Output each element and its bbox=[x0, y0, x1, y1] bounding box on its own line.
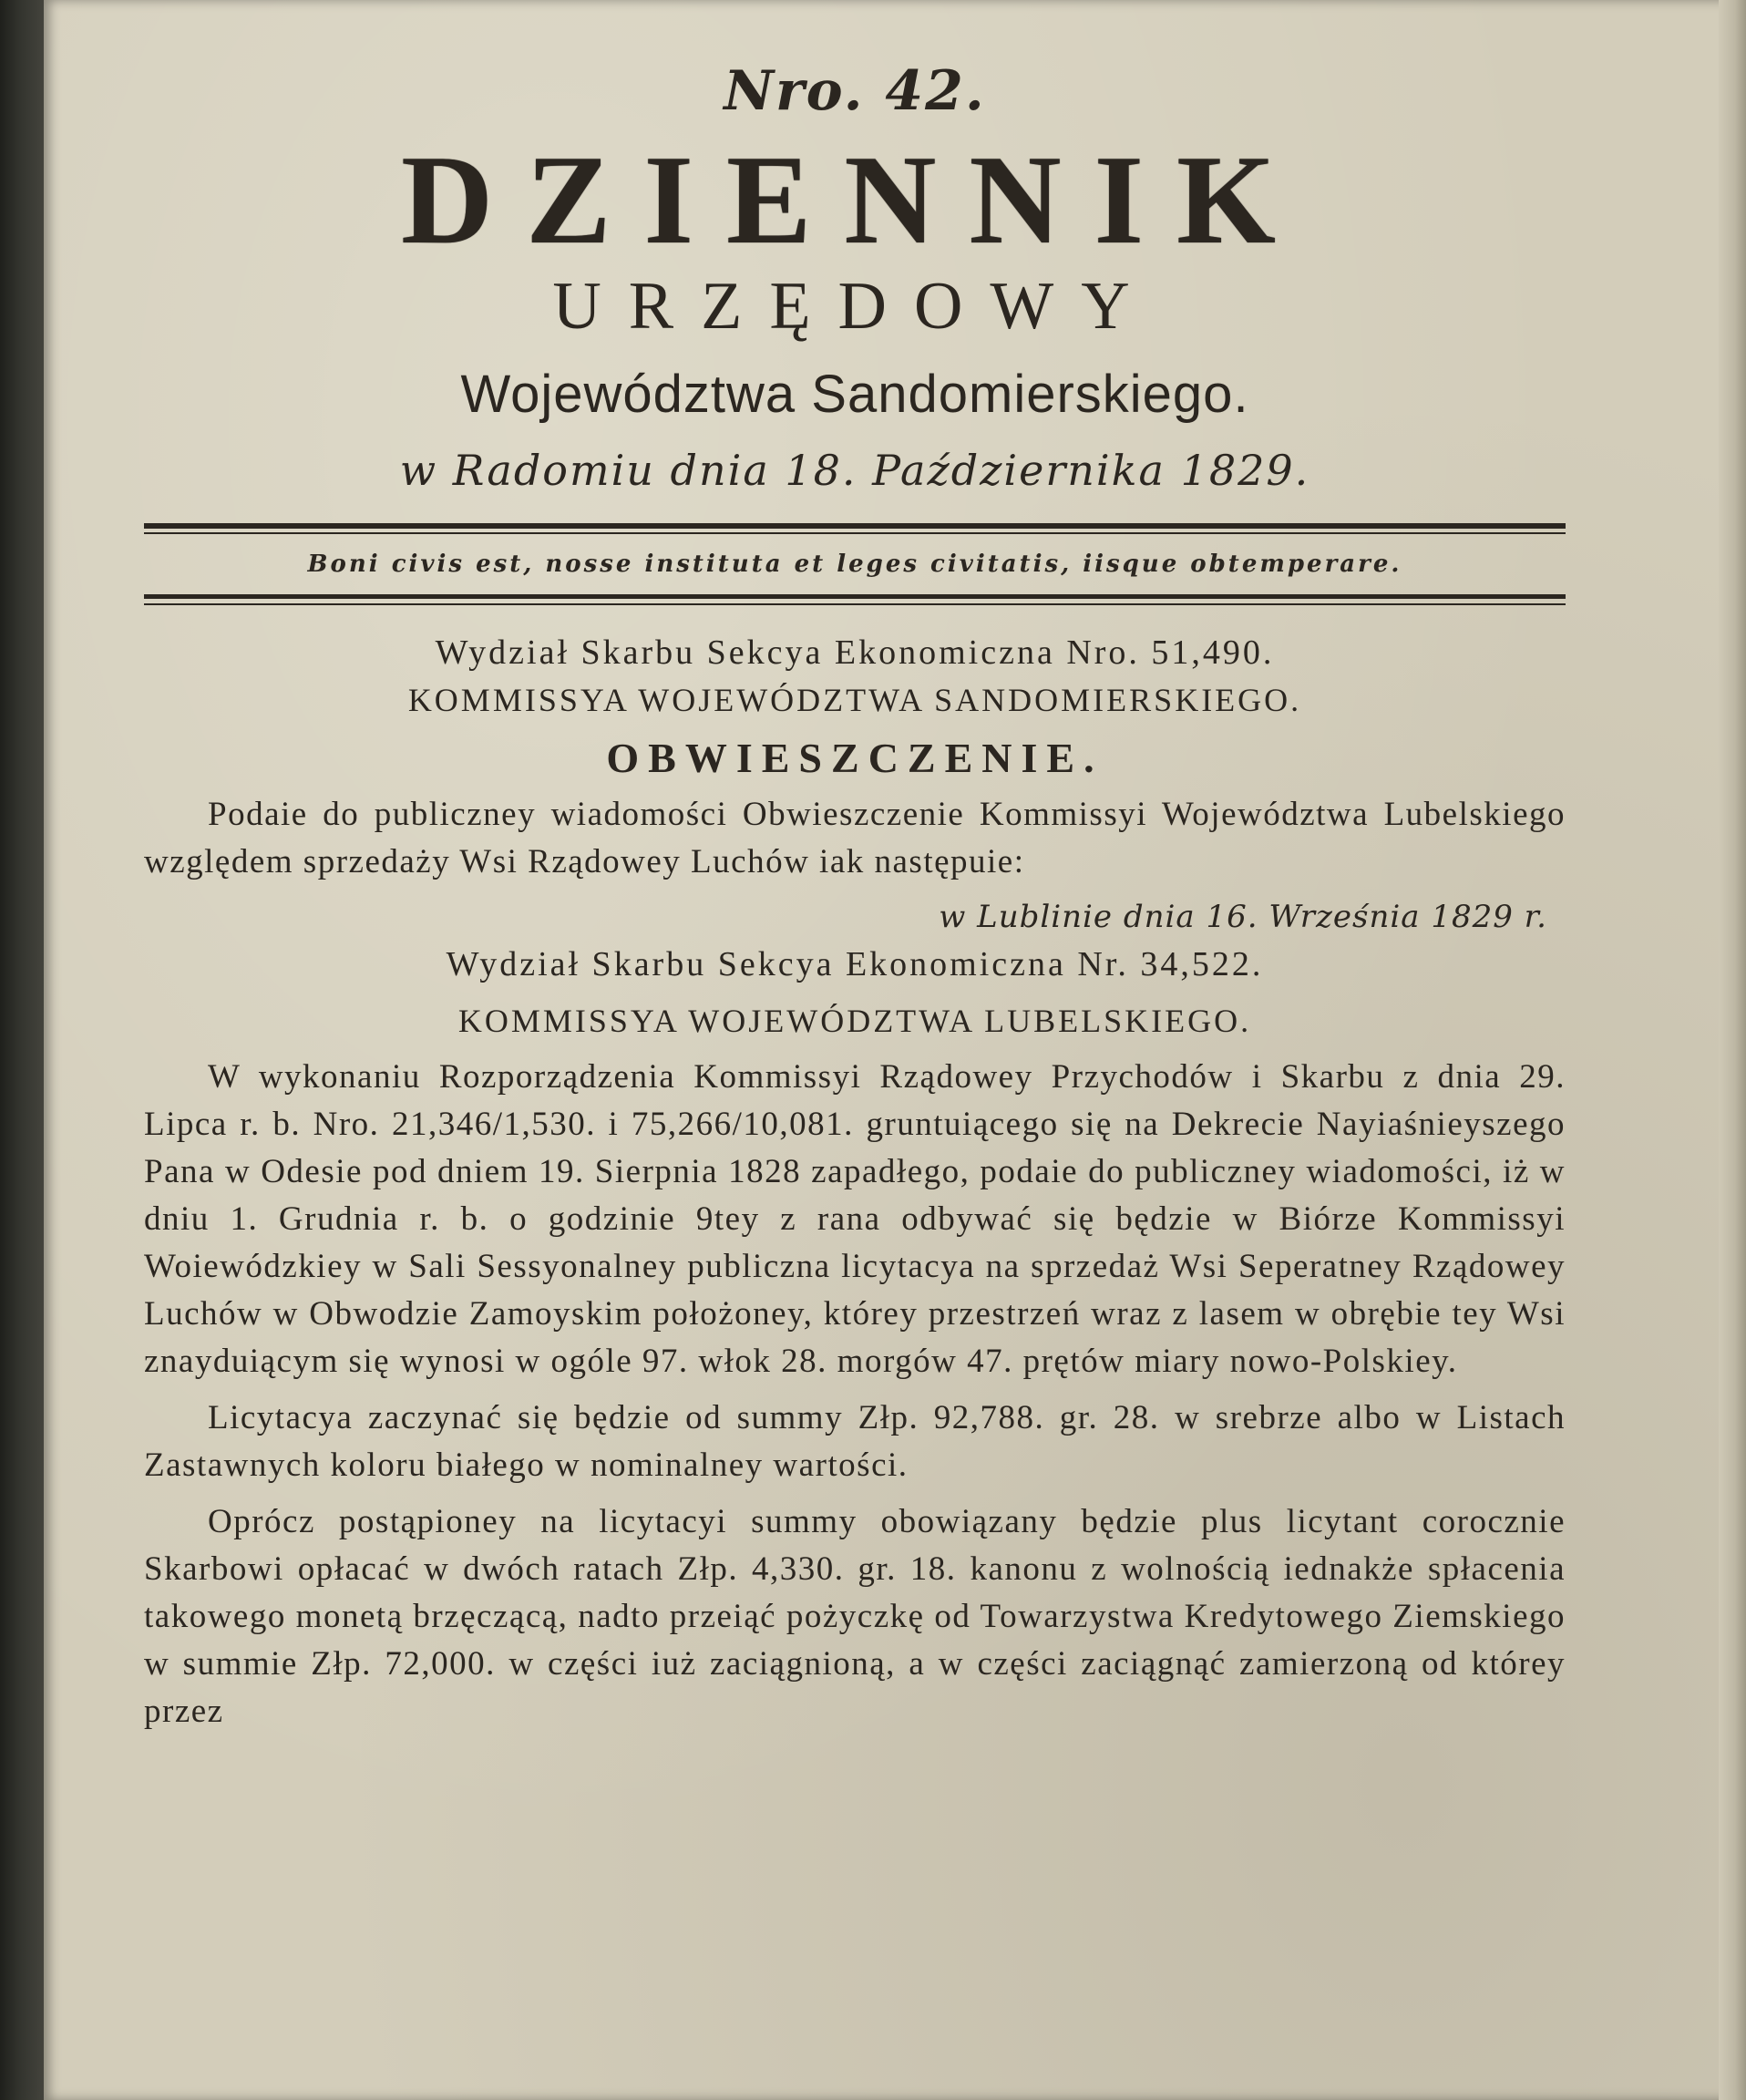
masthead-block bbox=[144, 55, 1566, 498]
dept-line: Wydział Skarbu Sekcya Ekonomiczna Nro. 51,490. bbox=[435, 633, 1275, 672]
commission-line-2: KOMMISSYA WOJEWÓDZTWA LUBELSKIEGO. bbox=[457, 1003, 1252, 1039]
bottom-rule-thick bbox=[144, 594, 1566, 599]
notice-block bbox=[144, 629, 1566, 1735]
dept-line-2: Wydział Skarbu Sekcya Ekonomiczna Nr. 34,522. bbox=[446, 945, 1264, 983]
paragraph-3: Oprócz postąpioney na licytacyi summy obowiązany będzie plus licytant corocznie Skarbowi opłacać w dwóch ratach Złp. 4,330. gr. 18. kanonu z wolnością iednakże spłacenia takowego monetą brzęczącą, nadto przeiąć pożyczkę od Towarzystwa Kredytowego Ziemskiego w summie Złp. 72,000. w części iuż zaciągnioną, a w części zaciągnąć zamierzoną od którey przez bbox=[144, 1503, 1566, 1730]
masthead-subtitle-1: URZĘDOWY bbox=[552, 269, 1157, 344]
issue-number: Nro. 42. bbox=[724, 59, 986, 123]
bottom-rule-thin bbox=[144, 603, 1566, 605]
paragraph-2: Licytacya zaczynać się będzie od summy Złp. 92,788. gr. 28. w srebrze albo w Listach Zastawnych koloru białego w nominalney wartości. bbox=[144, 1399, 1566, 1484]
top-rule-thick bbox=[144, 523, 1566, 529]
top-rule-thin bbox=[144, 532, 1566, 534]
page-content bbox=[144, 55, 1566, 1735]
commission-line: KOMMISSYA WOJEWÓDZTWA SANDOMIERSKIEGO. bbox=[407, 682, 1302, 718]
notice-intro: Podaie do publiczney wiadomości Obwieszczenie Kommissyi Województwa Lubelskiego względem sprzedaży Wsi Rządowey Luchów iak następuie: bbox=[144, 796, 1566, 880]
place-date: w Lublinie dnia 16. Września 1829 r. bbox=[939, 899, 1547, 935]
notice-title: OBWIESZCZENIE. bbox=[606, 735, 1104, 781]
motto: Boni civis est, nosse instituta et leges civitatis, iisque obtemperare. bbox=[307, 551, 1402, 578]
masthead-title: DZIENNIK bbox=[401, 129, 1309, 271]
newspaper-page bbox=[44, 0, 1746, 2100]
page-fore-edge bbox=[1719, 0, 1746, 2100]
paragraph-1: W wykonaniu Rozporządzenia Kommissyi Rządowey Przychodów i Skarbu z dnia 29. Lipca r. b. Nro. 21,346/1,530. i 75,266/10,081. gruntuiącego się na Dekrecie Nayiaśnieyszego Pana w Odesie pod dniem 19. Sierpnia 1828 zapadłego, podaie do publiczney wiadomości, iż w dniu 1. Grudnia r. b. o godzinie 9tey z rana odbywać się będzie w Biórze Kommissyi Woiewódzkiey w Sali Sessyonalney publiczna licytacya na sprzedaż Wsi Seperatney Rządowey Luchów w Obwodzie Zamoyskim położoney, którey przestrzeń wraz z lasem w obrębie tey Wsi znayduiącym się wynosi w ogóle 97. włok 28. morgów 47. prętów miary nowo-Polskiey. bbox=[144, 1058, 1566, 1380]
masthead-subtitle-2: Województwa Sandomierskiego. bbox=[460, 365, 1249, 424]
motto-rule-block bbox=[144, 523, 1566, 605]
dateline: w Radomiu dnia 18. Października 1829. bbox=[399, 446, 1310, 495]
